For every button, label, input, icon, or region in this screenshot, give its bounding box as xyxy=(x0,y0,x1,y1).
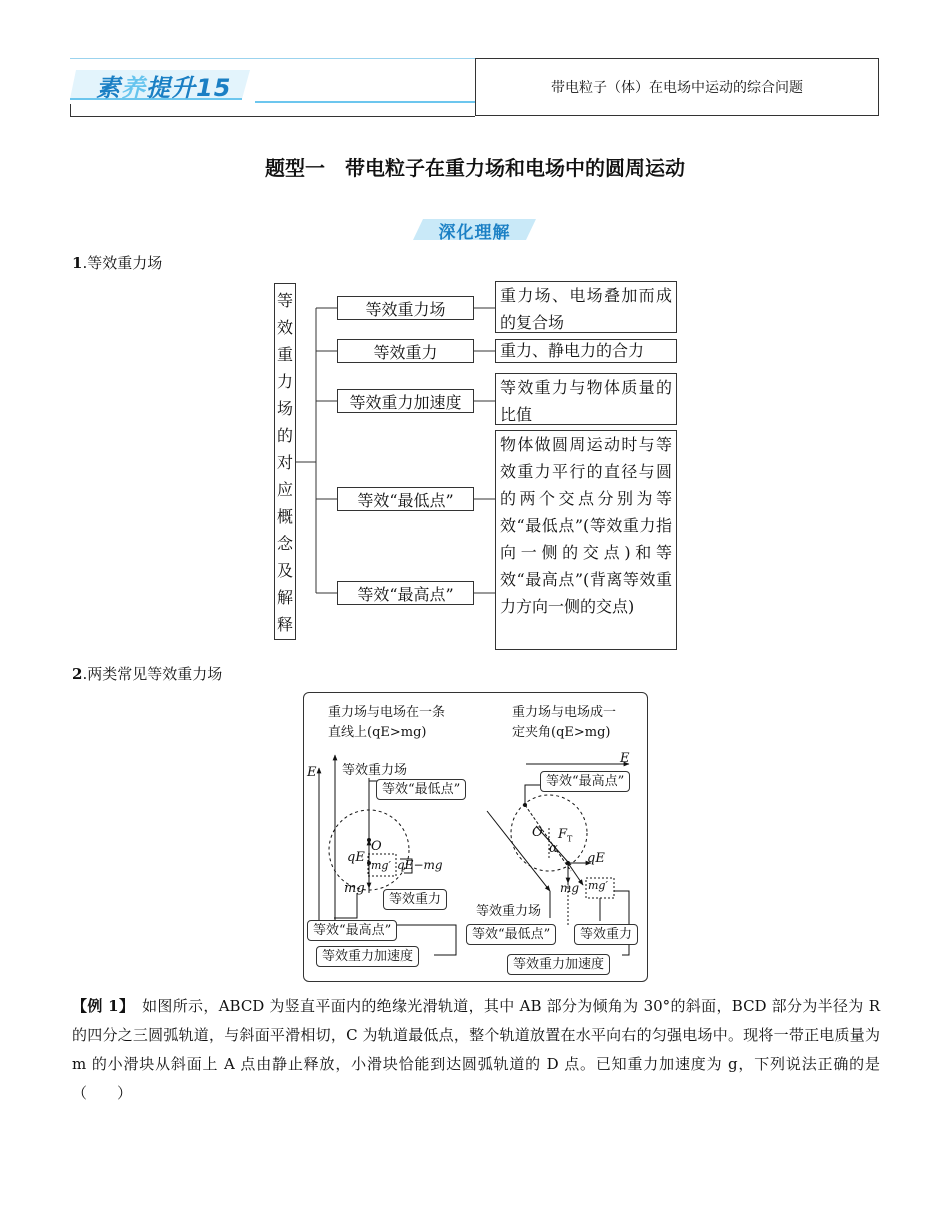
right-mgprime-label: mg′ xyxy=(588,879,608,892)
left-O-label: O xyxy=(371,839,382,854)
desc-eq-field: 重力场、电场叠加而成的复合场 xyxy=(495,281,677,333)
part2-heading: 2.两类常见等效重力场 xyxy=(72,665,223,683)
example-text: 如图所示，ABCD 为竖直平面内的绝缘光滑轨道，其中 AB 部分为倾角为 30°的斜面，BCD 部分为半径为 R 的四分之三圆弧轨道，与斜面平滑相切，C 为轨道最低点，整个轨道放置在水平向右的匀强电场中。现将一带正电质量为 m 的小滑块从斜面上 A 点由静止释放，小滑块恰能到达圆弧轨道的 D 点。已知重力加速度为 g，下列说法正确的是（ ） xyxy=(72,997,880,1102)
right-mg-label: mg xyxy=(560,881,580,895)
root-char: 释 xyxy=(276,615,293,634)
desc-eq-accel: 等效重力与物体质量的比值 xyxy=(495,373,677,425)
badge-label: 素养提升15 xyxy=(96,74,232,102)
part1-heading: 1.等效重力场 xyxy=(72,254,163,272)
desc-eq-gravity: 重力、静电力的合力 xyxy=(495,339,677,363)
right-FT-label: $F_T$ xyxy=(558,827,573,844)
left-qE-label: qE xyxy=(347,850,365,865)
example-1-paragraph xyxy=(72,992,880,1108)
diagram2-frame xyxy=(303,692,648,982)
right-qE-label: qE xyxy=(587,851,605,866)
root-char: 念 xyxy=(276,534,293,553)
concept-eq-accel: 等效重力加速度 xyxy=(337,389,474,413)
root-char: 对 xyxy=(276,453,293,472)
left-eq-field-label: 等效重力场 xyxy=(342,763,408,778)
concept-eq-field: 等效重力场 xyxy=(337,296,474,320)
right-eq-field-label: 等效重力场 xyxy=(476,904,542,919)
root-char: 场 xyxy=(276,399,293,418)
right-alpha-label: α xyxy=(549,841,558,856)
left-E-label: E xyxy=(307,765,317,780)
concept-eq-gravity: 等效重力 xyxy=(337,339,474,363)
root-char: 解 xyxy=(276,588,293,607)
right-E-label: E xyxy=(620,751,630,766)
right-O-label: O xyxy=(532,825,543,840)
left-title-line1: 重力场与电场在一条 xyxy=(328,705,446,720)
right-title-line2: 定夹角(qE>mg) xyxy=(512,725,611,740)
example-label: 【例 1】 xyxy=(72,997,127,1015)
root-char: 重 xyxy=(276,345,293,364)
left-title-line2: 直线上(qE>mg) xyxy=(328,725,427,740)
right-title-line1: 重力场与电场成一 xyxy=(512,705,617,720)
root-char: 概 xyxy=(276,507,293,526)
concept-eq-highest: 等效“最高点” xyxy=(337,581,474,605)
root-char: 力 xyxy=(276,372,293,391)
concept-eq-lowest: 等效“最低点” xyxy=(337,487,474,511)
left-eq-accel-box: 等效重力加速度 xyxy=(316,946,419,967)
left-eq-highest-box: 等效“最高点” xyxy=(307,920,397,941)
concept-root-box xyxy=(274,283,296,640)
right-eq-highest-box: 等效“最高点” xyxy=(540,771,630,792)
left-qE-minus-mg-label: qE−mg xyxy=(397,858,443,872)
root-char: 效 xyxy=(276,318,293,337)
root-char: 等 xyxy=(276,291,293,310)
right-eq-accel-box: 等效重力加速度 xyxy=(507,954,610,975)
desc-eq-extreme-points: 物体做圆周运动时与等效重力平行的直径与圆的两个交点分别为等效“最低点”(等效重力指向一侧的交点)和等效“最高点”(背离等效重力方向一侧的交点) xyxy=(495,430,677,650)
left-eq-lowest-box: 等效“最低点” xyxy=(376,779,466,800)
root-char: 及 xyxy=(276,561,293,580)
right-eq-lowest-box: 等效“最低点” xyxy=(466,924,556,945)
section-title: 题型一 带电粒子在重力场和电场中的圆周运动 xyxy=(265,156,685,180)
tag-label: 深化理解 xyxy=(438,223,511,243)
right-eq-gravity-box: 等效重力 xyxy=(574,924,638,945)
header-topic: 带电粒子（体）在电场中运动的综合问题 xyxy=(551,80,803,96)
root-char: 应 xyxy=(276,480,293,499)
left-mg-label: mg xyxy=(344,881,365,896)
root-char: 的 xyxy=(276,426,293,445)
left-mgprime-label: mg′ xyxy=(371,859,391,872)
left-eq-gravity-box: 等效重力 xyxy=(383,889,447,910)
